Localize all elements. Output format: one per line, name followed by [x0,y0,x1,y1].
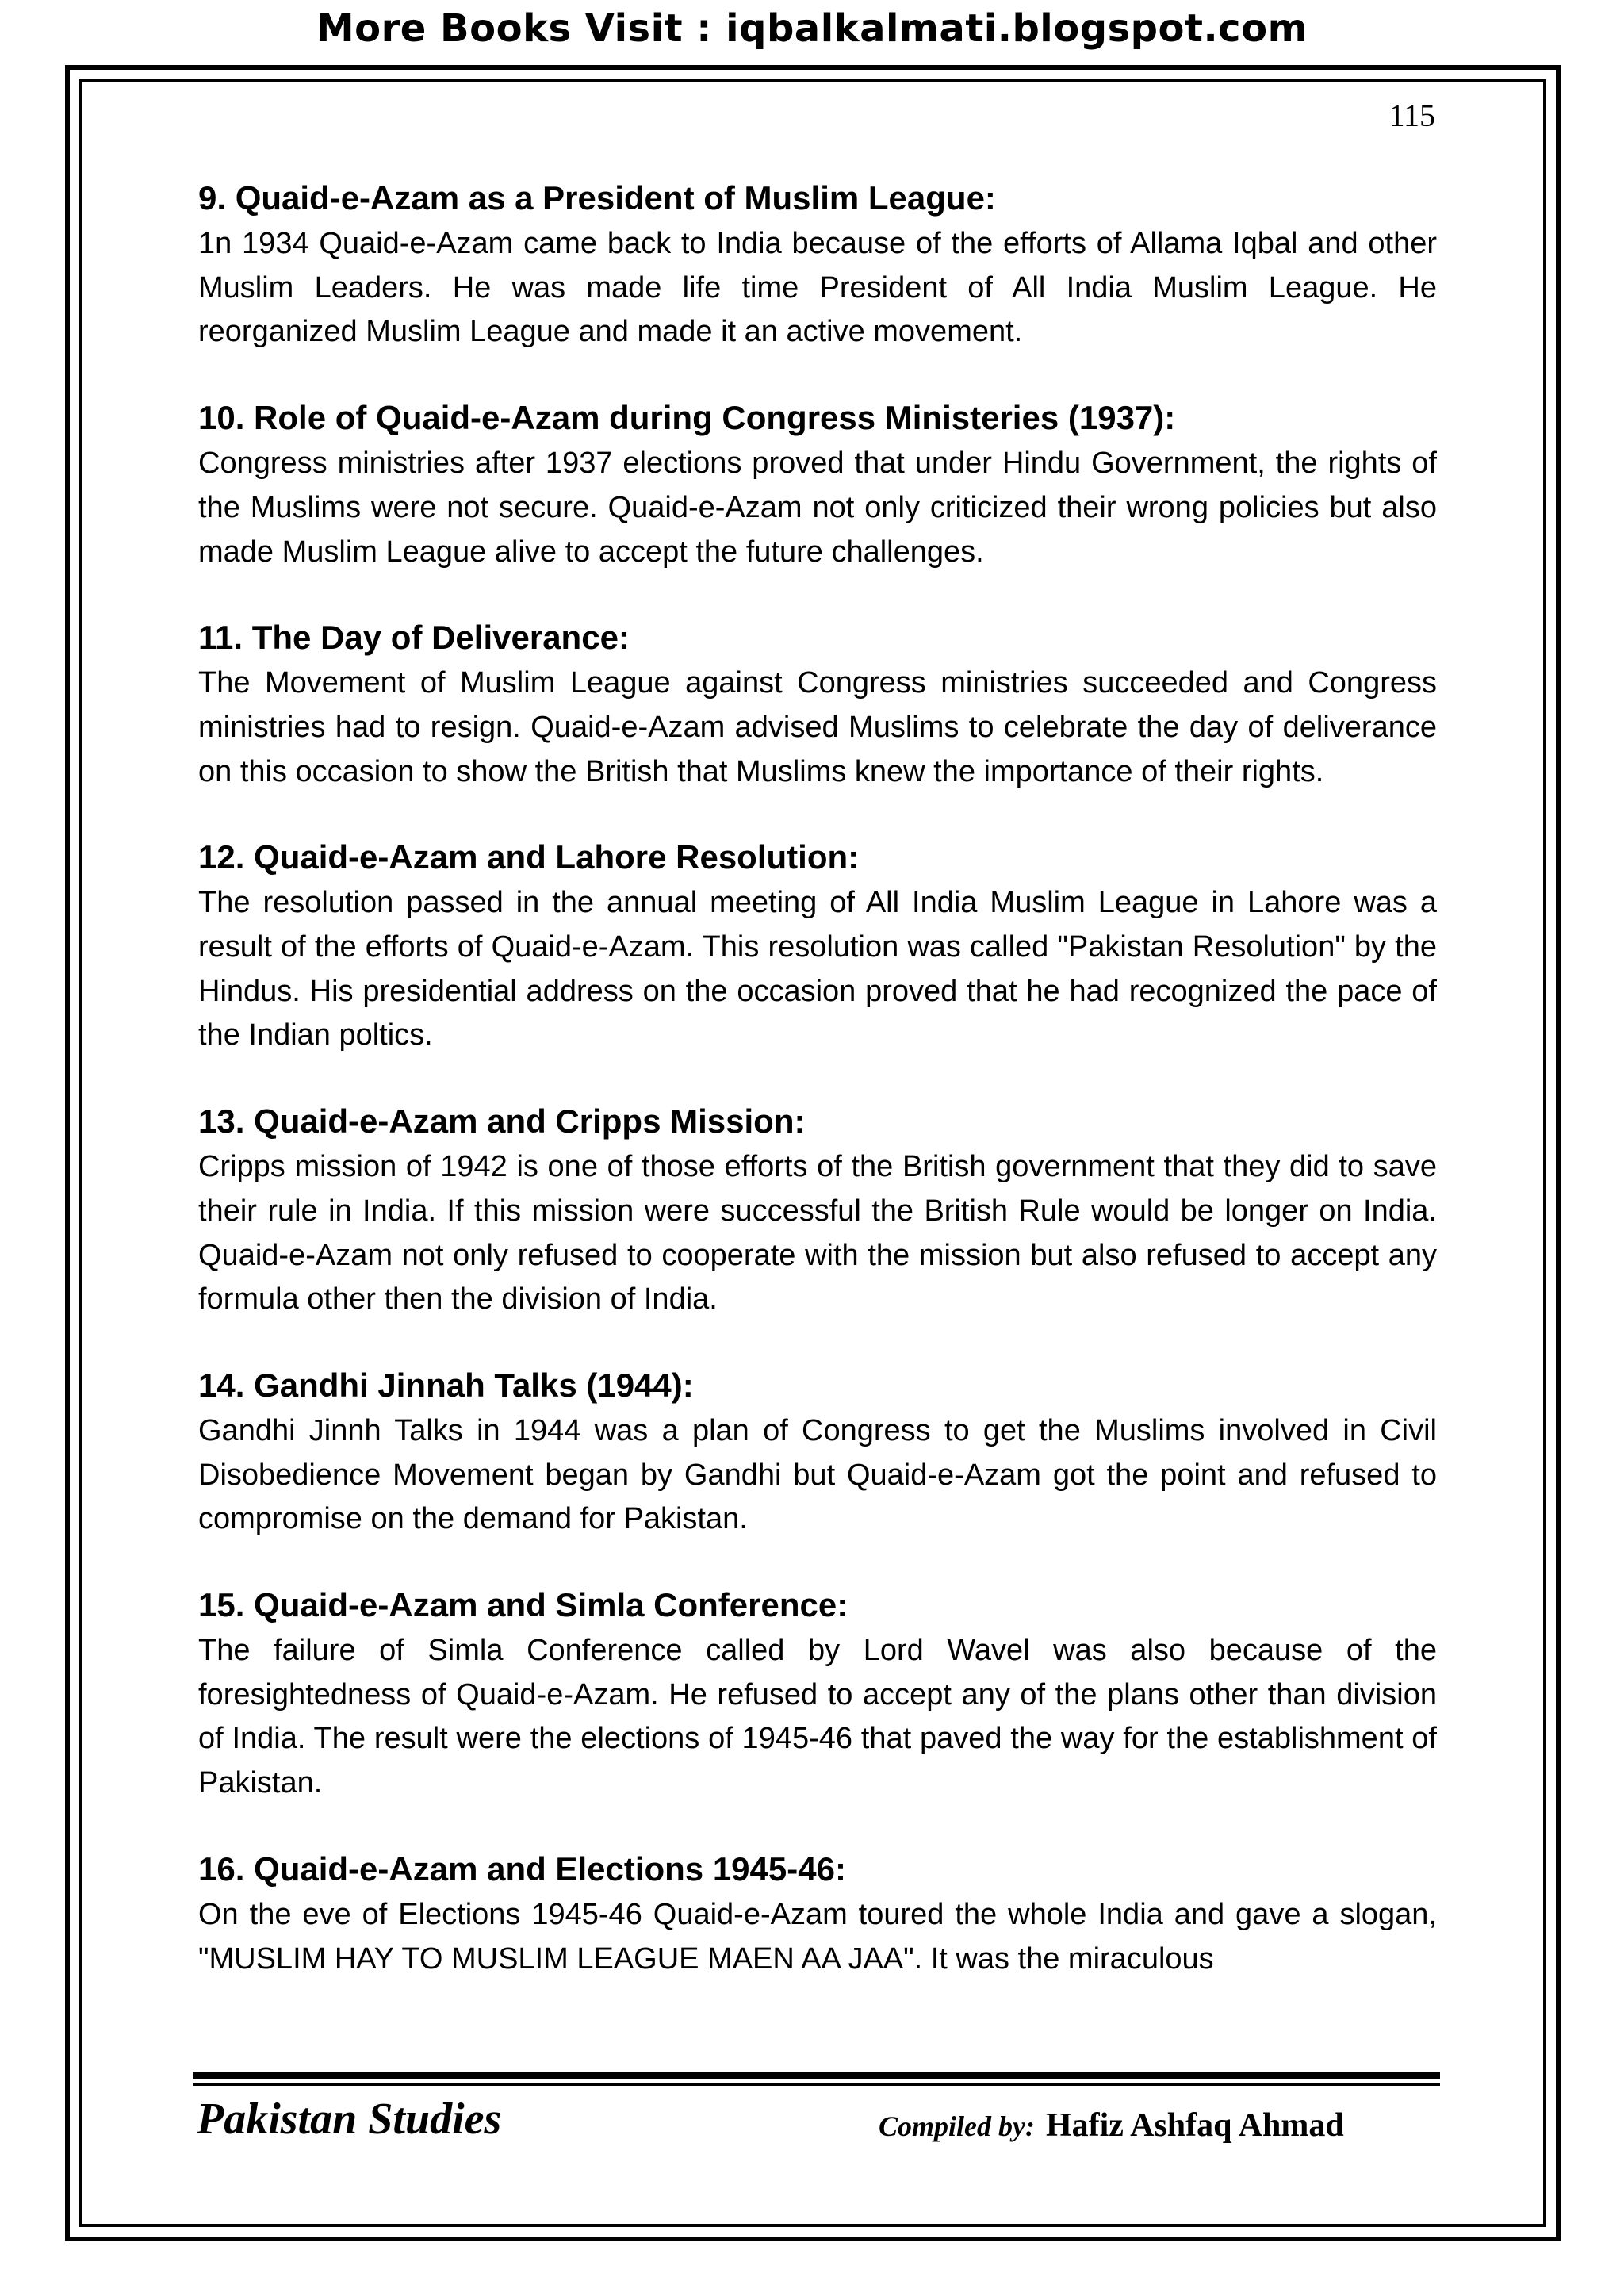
section-paragraph: The failure of Simla Conference called by Lord Wavel was also because of the foresightedness of Quaid-e-Azam. He refused to accept any of the plans other than division of India. The result were the elections of 1945-46 that paved the way for the establishment of Pakistan. [198,1634,1437,1800]
section-paragraph: Congress ministries after 1937 elections proved that under Hindu Government, the rights of the Muslims were not secure. Quaid-e-Azam not only criticized their wrong policies but also made Muslim League alive to accept the future challenges. [198,447,1437,569]
section-paragraph: Gandhi Jinnh Talks in 1944 was a plan of Congress to get the Muslims involved in Civil Disobedience Movement began by Gandhi but Quaid-e-Azam got the point and refused to compromise on the demand for Pakistan. [198,1413,1437,1536]
page-content [198,176,1437,2022]
section-heading: 12. Quaid-e-Azam and Lahore Resolution: [198,838,860,876]
section-9 [198,176,1437,355]
section-heading: 13. Quaid-e-Azam and Cripps Mission: [198,1102,806,1140]
section-heading: 11. The Day of Deliverance: [198,619,630,657]
section-heading: 16. Quaid-e-Azam and Elections 1945-46: [198,1849,846,1888]
section-paragraph: The Movement of Muslim League against Congress ministries succeeded and Congress ministries had to resign. Quaid-e-Azam advised Muslims to celebrate the day of deliverance on this occasion to show the British that Muslims knew the importance of their rights. [198,666,1437,788]
section-paragraph: Cripps mission of 1942 is one of those efforts of the British government that they did to save their rule in India. If this mission were successful the British Rule would be longer on India. Quaid-e-Azam not only refused to cooperate with the mission but also refused to accept any formula other then the division of India. [198,1150,1437,1317]
footer-divider-thick [193,2072,1440,2079]
section-heading: 15. Quaid-e-Azam and Simla Conference: [198,1586,848,1624]
footer-credit [879,2102,1386,2150]
section-14 [198,1363,1437,1542]
footer-book-title: Pakistan Studies [197,2095,502,2144]
footer-divider-thin [193,2083,1440,2086]
author-name: Hafiz Ashfaq Ahmad [1045,2107,1344,2144]
compiled-by-label: Compiled by: [879,2110,1035,2142]
section-paragraph: 1n 1934 Quaid-e-Azam came back to India because of the efforts of Allama Iqbal and other Muslim Leaders. He was made life time President of All India Muslim League. He reorganized Muslim League and made it an active movement. [198,227,1437,349]
section-heading: 9. Quaid-e-Azam as a President of Muslim League: [198,179,996,217]
section-heading: 10. Role of Quaid-e-Azam during Congress Ministeries (1937): [198,399,1176,437]
section-11 [198,615,1437,794]
section-12 [198,835,1437,1058]
section-13 [198,1099,1437,1322]
section-paragraph: On the eve of Elections 1945-46 Quaid-e-Azam toured the whole India and gave a slogan, "MUSLIM HAY TO MUSLIM LEAGUE MAEN AA JAA". It was the miraculous [198,1897,1437,1976]
section-16 [198,1847,1437,1981]
section-15 [198,1583,1437,1806]
section-heading: 14. Gandhi Jinnah Talks (1944): [198,1366,694,1404]
site-banner: More Books Visit : iqbalkalmati.blogspot.com [316,6,1308,51]
page-number: 115 [1388,98,1435,133]
section-paragraph: The resolution passed in the annual meeting of All India Muslim League in Lahore was a result of the efforts of Quaid-e-Azam. This resolution was called "Pakistan Resolution" by the Hindus. His presidential address on the occasion proved that he had recognized the pace of the Indian poltics. [198,886,1437,1052]
section-10 [198,396,1437,574]
